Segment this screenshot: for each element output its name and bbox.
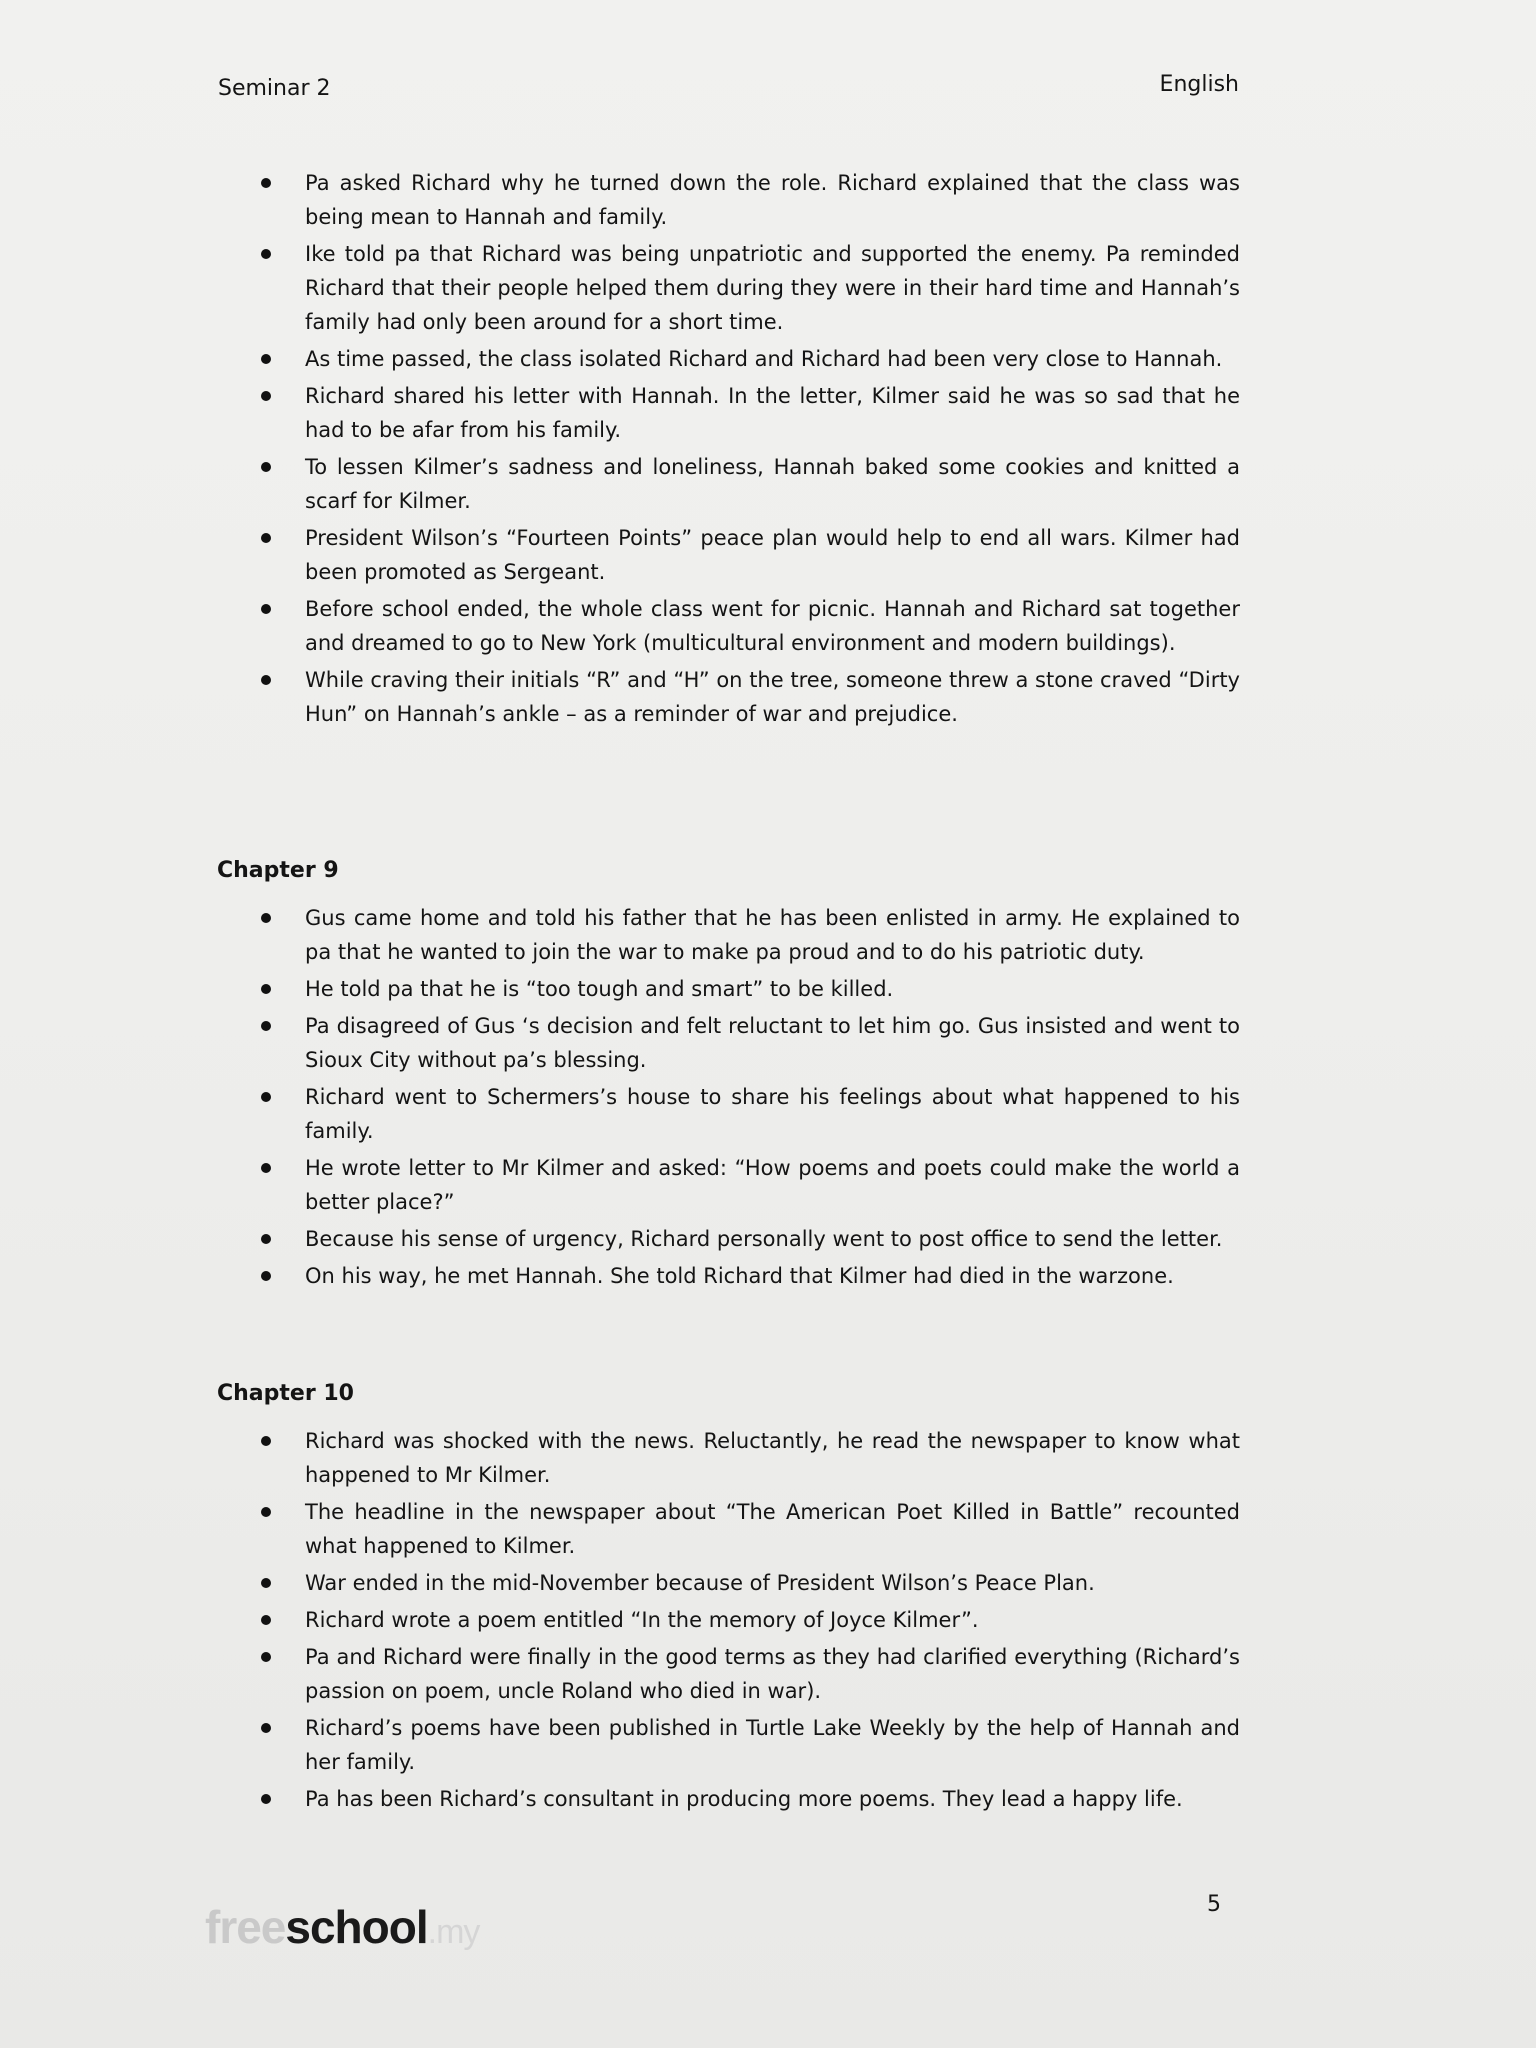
- list-item-text: Richard wrote a poem entitled “In the memory of Joyce Kilmer”.: [305, 1608, 979, 1632]
- list-item: [215, 1495, 1240, 1563]
- list-item-text: To lessen Kilmer’s sadness and loneliness, Hannah baked some cookies and knitted a scarf for Kilmer.: [305, 455, 1240, 513]
- list-item-text: Pa and Richard were finally in the good terms as they had clarified everything (Richard’s passion on poem, uncle Roland who died in war).: [305, 1645, 1240, 1703]
- bullet-icon: [261, 178, 271, 188]
- list-item-text: Pa disagreed of Gus ‘s decision and felt reluctant to let him go. Gus insisted and went to Sioux City without pa’s blessing.: [305, 1014, 1240, 1072]
- list-item-text: Pa asked Richard why he turned down the role. Richard explained that the class was being mean to Hannah and family.: [305, 171, 1240, 229]
- list-item: [215, 1259, 1240, 1293]
- list-item: [215, 1711, 1240, 1779]
- list-item: [215, 1009, 1240, 1077]
- bullet-icon: [261, 1794, 271, 1804]
- list-item-text: The headline in the newspaper about “The American Poet Killed in Battle” recounted what happened to Kilmer.: [305, 1500, 1240, 1558]
- chapter-10-section: [215, 1381, 1240, 1819]
- bullet-icon: [261, 462, 271, 472]
- list-item: [215, 342, 1240, 376]
- intro-section: [215, 166, 1240, 734]
- list-item: [215, 450, 1240, 518]
- list-item: [215, 1566, 1240, 1600]
- bullet-icon: [261, 1092, 271, 1102]
- list-item-text: As time passed, the class isolated Richard and Richard had been very close to Hannah.: [305, 347, 1223, 371]
- bullet-icon: [261, 1271, 271, 1281]
- list-item: [215, 663, 1240, 731]
- bullet-icon: [261, 675, 271, 685]
- list-item-text: On his way, he met Hannah. She told Richard that Kilmer had died in the warzone.: [305, 1264, 1174, 1288]
- list-item: [215, 237, 1240, 339]
- header-subject: English: [1159, 72, 1239, 97]
- bullet-icon: [261, 533, 271, 543]
- bullet-icon: [261, 249, 271, 259]
- list-item: [215, 379, 1240, 447]
- list-item-text: Pa has been Richard’s consultant in producing more poems. They lead a happy life.: [305, 1787, 1183, 1811]
- list-item-text: While craving their initials “R” and “H” on the tree, someone threw a stone craved “Dirty Hun” on Hannah’s ankle – as a reminder of war and prejudice.: [305, 668, 1240, 726]
- list-item: [215, 1080, 1240, 1148]
- bullet-icon: [261, 1615, 271, 1625]
- bullet-icon: [261, 1234, 271, 1244]
- bullet-icon: [261, 391, 271, 401]
- list-item: [215, 1151, 1240, 1219]
- list-item: [215, 1782, 1240, 1816]
- bullet-icon: [261, 604, 271, 614]
- bullet-icon: [261, 1578, 271, 1588]
- page-number: 5: [1207, 1892, 1221, 1917]
- list-item: [215, 1424, 1240, 1492]
- list-item-text: War ended in the mid-November because of President Wilson’s Peace Plan.: [305, 1571, 1095, 1595]
- list-item: [215, 1222, 1240, 1256]
- list-item-text: President Wilson’s “Fourteen Points” peace plan would help to end all wars. Kilmer had been promoted as Sergeant.: [305, 526, 1240, 584]
- list-item-text: Before school ended, the whole class went for picnic. Hannah and Richard sat together and dreamed to go to New York (multicultural environment and modern buildings).: [305, 597, 1240, 655]
- freeschool-logo: [205, 1900, 479, 1954]
- list-item-text: Richard’s poems have been published in Turtle Lake Weekly by the help of Hannah and her family.: [305, 1716, 1240, 1774]
- logo-main: school: [285, 1901, 428, 1953]
- chapter-10-bullet-list: [215, 1424, 1240, 1816]
- list-item-text: Gus came home and told his father that he has been enlisted in army. He explained to pa that he wanted to join the war to make pa proud and to do his patriotic duty.: [305, 906, 1240, 964]
- list-item: [215, 1603, 1240, 1637]
- list-item: [215, 592, 1240, 660]
- list-item-text: Richard shared his letter with Hannah. In the letter, Kilmer said he was so sad that he had to be afar from his family.: [305, 384, 1240, 442]
- list-item-text: Richard was shocked with the news. Reluctantly, he read the newspaper to know what happened to Mr Kilmer.: [305, 1429, 1240, 1487]
- bullet-icon: [261, 1021, 271, 1031]
- list-item: [215, 901, 1240, 969]
- list-item: [215, 166, 1240, 234]
- chapter-9-section: [215, 858, 1240, 1296]
- logo-prefix: free: [205, 1901, 286, 1953]
- intro-bullet-list: [215, 166, 1240, 731]
- header-course: Seminar 2: [218, 76, 331, 101]
- bullet-icon: [261, 354, 271, 364]
- bullet-icon: [261, 1723, 271, 1733]
- bullet-icon: [261, 1507, 271, 1517]
- list-item-text: Richard went to Schermers’s house to share his feelings about what happened to his family.: [305, 1085, 1240, 1143]
- list-item: [215, 521, 1240, 589]
- list-item-text: He wrote letter to Mr Kilmer and asked: “How poems and poets could make the world a better place?”: [305, 1156, 1240, 1214]
- bullet-icon: [261, 913, 271, 923]
- chapter-9-bullet-list: [215, 901, 1240, 1293]
- bullet-icon: [261, 1163, 271, 1173]
- logo-suffix: .my: [427, 1913, 480, 1951]
- list-item: [215, 1640, 1240, 1708]
- list-item-text: He told pa that he is “too tough and smart” to be killed.: [305, 977, 894, 1001]
- list-item-text: Because his sense of urgency, Richard personally went to post office to send the letter.: [305, 1227, 1223, 1251]
- list-item: [215, 972, 1240, 1006]
- bullet-icon: [261, 1652, 271, 1662]
- bullet-icon: [261, 1436, 271, 1446]
- chapter-9-title: Chapter 9: [217, 858, 339, 883]
- list-item-text: Ike told pa that Richard was being unpatriotic and supported the enemy. Pa reminded Richard that their people helped them during they were in their hard time and Hannah’s family had only been around for a short time.: [305, 242, 1240, 334]
- bullet-icon: [261, 984, 271, 994]
- chapter-10-title: Chapter 10: [217, 1381, 354, 1406]
